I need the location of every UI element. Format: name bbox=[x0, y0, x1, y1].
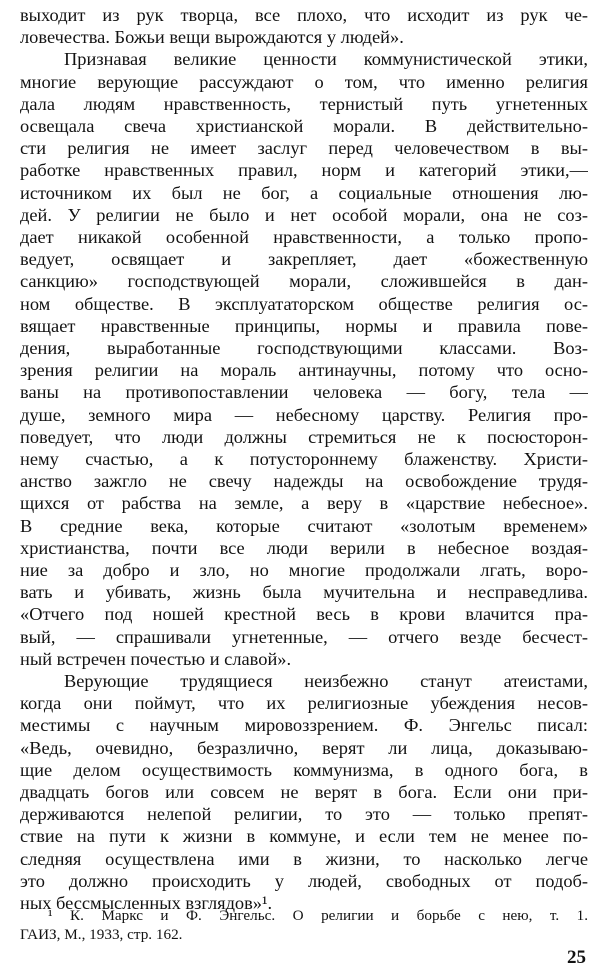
text-line: ведует, освящает и закрепляет, дает «божественную bbox=[20, 249, 588, 270]
text-line: ствие на пути к жизни в коммуне, и если тем не менее по- bbox=[20, 826, 588, 847]
page-number: 25 bbox=[567, 947, 586, 968]
text-line: поведует, что люди должны стремиться не к посюсторон- bbox=[20, 426, 588, 447]
text-line: следняя осуществлена ими в жизни, то насколько легче bbox=[20, 848, 588, 869]
footnote-divider bbox=[20, 903, 150, 904]
text-line: держиваются нелепой религии, то это — только препят- bbox=[20, 804, 588, 825]
text-line: В средние века, которые считают «золотым временем» bbox=[20, 515, 588, 536]
text-line: христианства, почти все люди верили в небесное воздая- bbox=[20, 537, 588, 558]
text-line: многие верующие рассуждают о том, что именно религия bbox=[20, 71, 588, 92]
text-line: источником их был не бог, а социальные отношения лю- bbox=[20, 182, 588, 203]
text-line: анство зажгло не свечу надежды на освобождение трудя- bbox=[20, 471, 588, 492]
text-line: Признавая великие ценности коммунистической этики, bbox=[64, 49, 588, 70]
text-line: сти религия не имеет заслуг перед человечеством в вы- bbox=[20, 138, 588, 159]
text-line: двадцать богов или совсем не верят в бога. Если они при- bbox=[20, 782, 588, 802]
text-line: нему счастью, а к потустороннему блаженству. Христи- bbox=[20, 449, 588, 469]
text-line: «Ведь, очевидно, безразлично, верят ли лица, доказываю- bbox=[20, 737, 588, 758]
text-line: освещала свеча христианской морали. В действительно- bbox=[20, 116, 588, 136]
text-line: щие делом осуществимость коммунизма, в одного бога, в bbox=[20, 759, 588, 780]
text-line: дала людям нравственность, тернистый путь угнетенных bbox=[20, 93, 588, 114]
footnote-line: ГАИЗ, М., 1933, стр. 162. bbox=[20, 926, 183, 943]
text-line: ловечества. Божьи вещи вырождаются у людей». bbox=[20, 27, 404, 48]
text-line: ных бессмысленных взглядов»¹. bbox=[20, 893, 273, 913]
text-line: это должно происходить у людей, свободных от подоб- bbox=[20, 870, 588, 891]
footnote-line: ¹ К. Маркс и Ф. Энгельс. О религии и борьбе с нею, т. 1. bbox=[48, 907, 588, 924]
text-line: выходит из рук творца, все плохо, что исходит из рук че- bbox=[20, 5, 588, 25]
text-line: местимы с научным мировоззрением. Ф. Энгельс писал: bbox=[20, 715, 588, 736]
text-line: вать и убивать, жизнь была мучительна и несправедлива. bbox=[20, 582, 588, 603]
text-line: щихся от рабства на земле, а веру в «царствие небесное». bbox=[20, 493, 588, 514]
text-line: санкцию» господствующей морали, сложившейся в дан- bbox=[20, 271, 588, 292]
text-line: дения, выработанные господствующими классами. Воз- bbox=[20, 338, 588, 358]
text-line: Верующие трудящиеся неизбежно станут атеистами, bbox=[64, 671, 588, 691]
text-line: зрения религии на мораль антинаучны, потому что осно- bbox=[20, 360, 588, 381]
text-line: дает никакой особенной нравственности, а только пропо- bbox=[20, 227, 588, 247]
text-line: ние за добро и зло, но многие продолжали лгать, воро- bbox=[20, 560, 588, 580]
text-line: душе, земного мира — небесному царству. Религия про- bbox=[20, 404, 588, 425]
text-line: когда они поймут, что их религиозные убеждения несов- bbox=[20, 693, 588, 714]
text-line: вящает нравственные принципы, нормы и правила пове- bbox=[20, 315, 588, 336]
text-line: работке нравственных правил, норм и категорий этики,— bbox=[20, 160, 588, 181]
text-line: ном обществе. В эксплуататорском обществе религия ос- bbox=[20, 293, 588, 314]
text-line: дей. У религии не было и нет особой морали, она не соз- bbox=[20, 204, 588, 225]
text-line: вый, — спрашивали угнетенные, — отчего везде бесчест- bbox=[20, 626, 588, 647]
text-line: «Отчего под ношей крестной весь в крови влачится пра- bbox=[20, 604, 588, 625]
text-line: ваны на противопоставлении человека — богу, тела — bbox=[20, 382, 588, 403]
text-line: ный встречен почестью и славой». bbox=[20, 648, 292, 669]
